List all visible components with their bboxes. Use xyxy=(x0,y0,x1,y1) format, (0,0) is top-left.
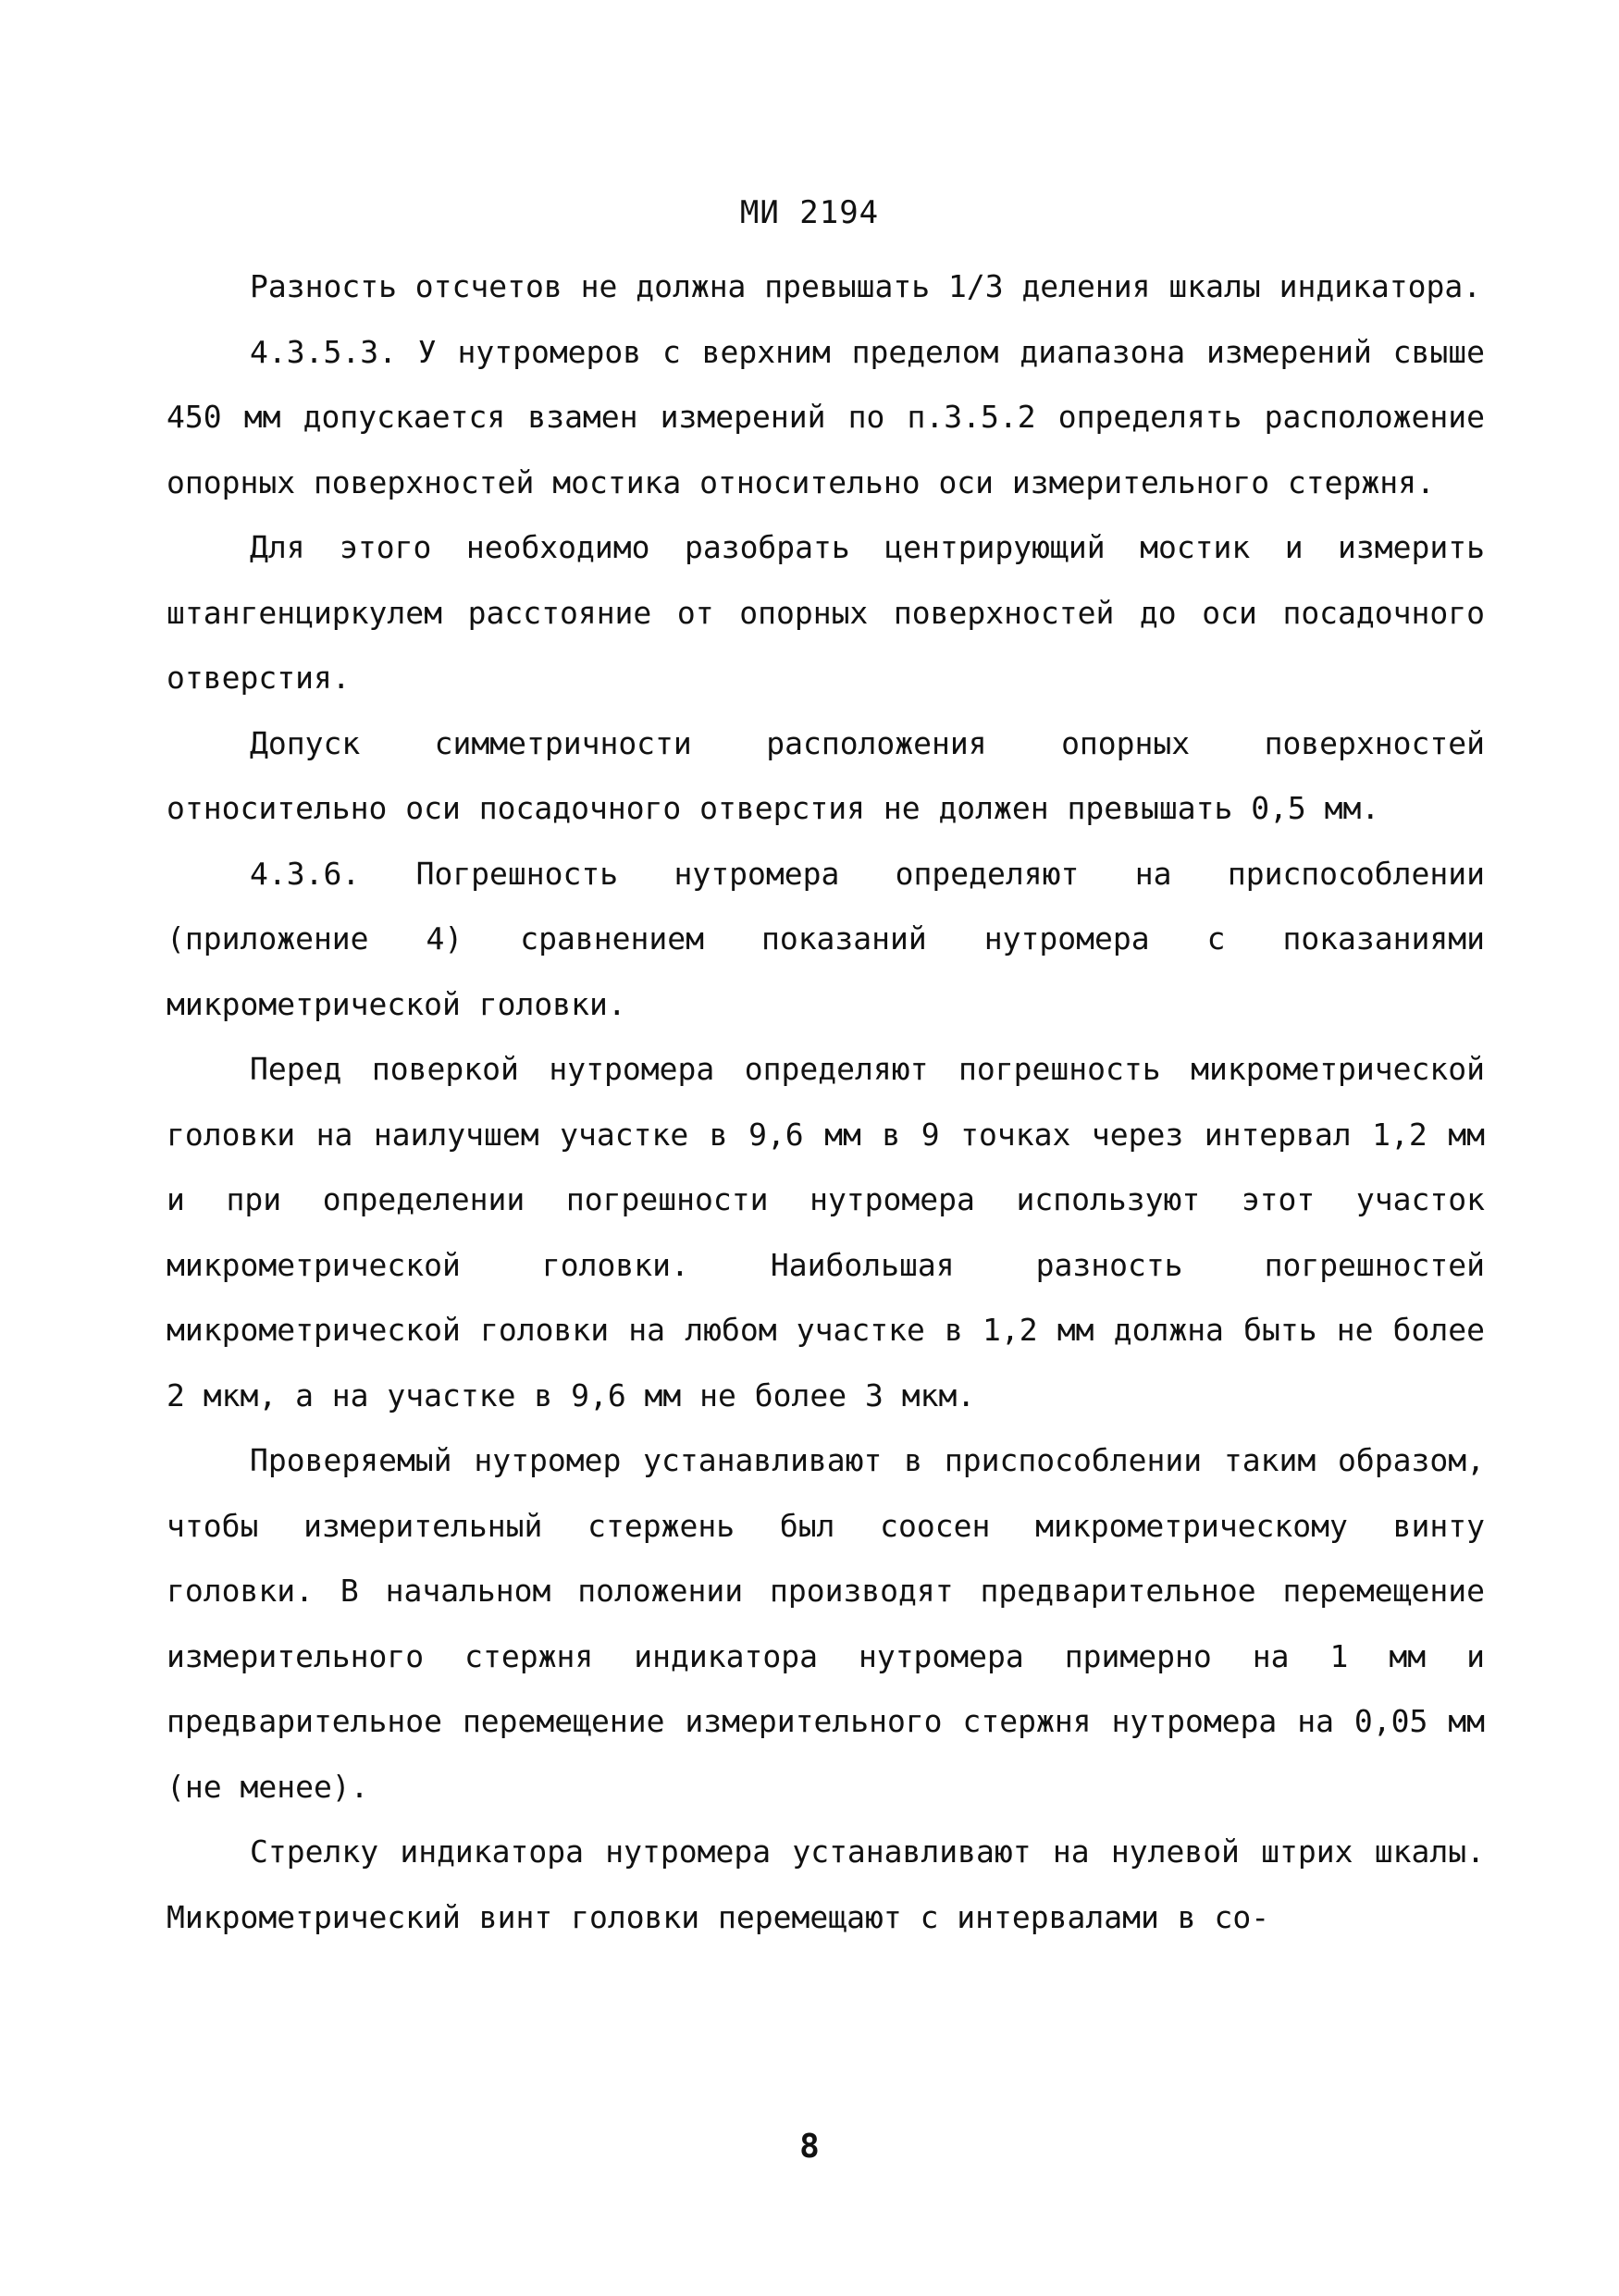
paragraph-difference-readings: Разность отсчетов не должна превышать 1/3 деления шкалы индикатора. xyxy=(250,268,1482,304)
paragraph-installation: Проверяемый нутромер устанавливают в приспособлении таким образом, чтобы измерительный стержень был соосен микрометрическому винту головки. В начальном положении производят предварительное перемещение измерительного стержня индикатора нутромера примерно на 1 мм и предварительное перемещение измерительного стержня нутромера на 0,05 мм (не менее). xyxy=(167,1442,1485,1805)
page-number: 8 xyxy=(799,2128,820,2166)
document-header: МИ 2194 xyxy=(739,194,880,231)
document-body xyxy=(167,254,1485,1950)
paragraph-symmetry-tolerance: Допуск симметричности расположения опорных поверхностей относительно оси посадочного отверстия не должен превышать 0,5 мм. xyxy=(167,724,1485,826)
paragraph-micrometer-head-error: Перед поверкой нутромера определяют погрешность микрометрической головки на наилучшем участке в 9,6 мм в 9 точках через интервал 1,2 мм и при определении погрешности нутромера используют этот участок микрометрической головки. Наибольшая разность погрешностей микрометрической головки на любом участке в 1,2 мм должна быть не более 2 мкм, а на участке в 9,6 мм не более 3 мкм. xyxy=(167,1051,1485,1413)
paragraph-4-3-5-3: 4.3.5.3. У нутромеров с верхним пределом диапазона измерений свыше 450 мм допускается взамен измерений по п.3.5.2 определять расположение опорных поверхностей мостика относительно оси измерительного стержня. xyxy=(167,333,1485,500)
paragraph-4-3-6: 4.3.6. Погрешность нутромера определяют на приспособлении (приложение 4) сравнением показаний нутромера с показаниями микрометрической головки. xyxy=(167,855,1485,1022)
paragraph-disassemble-bridge: Для этого необходимо разобрать центрирующий мостик и измерить штангенциркулем расстояние от опорных поверхностей до оси посадочного отверстия. xyxy=(167,529,1485,696)
paragraph-pointer-setting: Стрелку индикатора нутромера устанавливают на нулевой штрих шкалы. Микрометрический винт головки перемещают с интервалами в со- xyxy=(167,1833,1485,1935)
